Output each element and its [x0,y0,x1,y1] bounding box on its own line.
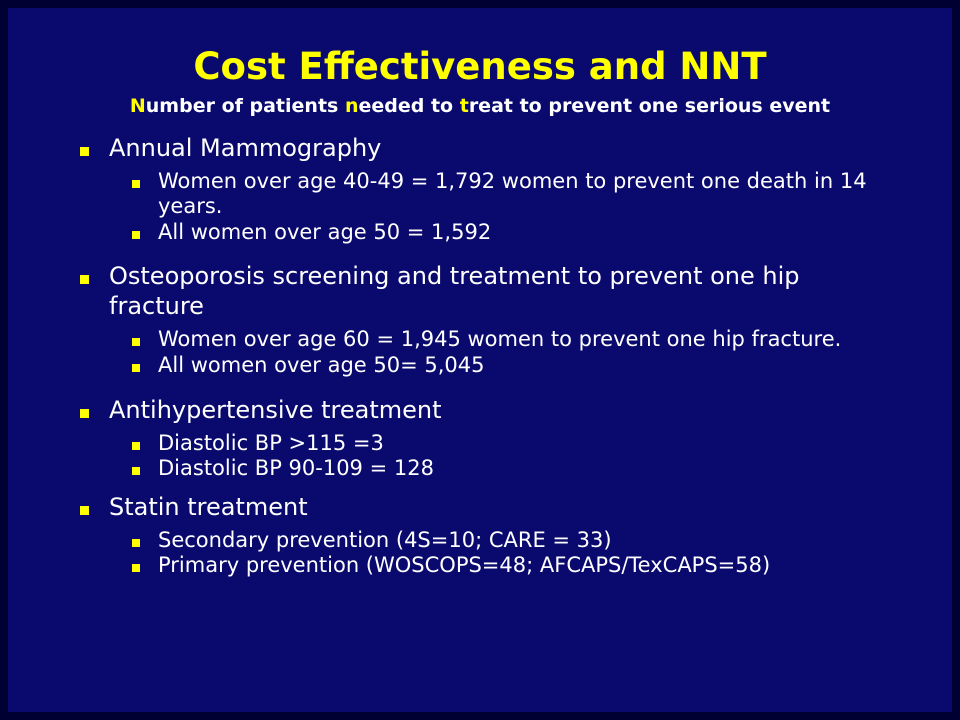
square-bullet-icon [80,275,89,284]
subtitle-text-3: reat to prevent one serious event [468,94,831,117]
subtitle-highlight-t: t [459,94,469,117]
subtitle-highlight-n2: n [344,94,359,117]
list-item [80,133,952,163]
sub-item-text: Women over age 60 = 1,945 women to prevent one hip fracture. [158,327,842,352]
square-bullet-icon [80,409,89,418]
sub-item-text: Primary prevention (WOSCOPS=48; AFCAPS/TexCAPS=58) [158,553,771,578]
list-item [132,528,952,554]
subtitle-text-2: eeded to [358,94,460,117]
square-bullet-icon [80,147,89,156]
section-heading: Statin treatment [109,492,308,521]
square-bullet-icon [132,442,140,450]
square-bullet-icon [132,564,140,572]
content-group-osteoporosis [8,261,952,378]
square-bullet-icon [132,231,140,239]
slide-body [8,133,952,579]
list-item [132,327,952,353]
sub-item-text: Diastolic BP >115 =3 [158,430,384,455]
section-heading: Antihypertensive treatment [109,395,442,424]
list-item [80,261,952,321]
slide-subtitle [60,95,900,119]
square-bullet-icon [132,539,140,547]
subtitle-highlight-n: N [129,94,146,117]
content-group-mammography [8,133,952,246]
list-item [132,169,952,220]
sub-item-text: Women over age 40-49 = 1,792 women to prevent one death in 14 years. [158,168,867,219]
section-heading: Annual Mammography [109,133,382,162]
list-item [80,395,952,425]
list-item [132,553,952,579]
sub-item-text: All women over age 50 = 1,592 [158,219,492,244]
list-item [132,220,952,246]
section-heading: Osteoporosis screening and treatment to prevent one hip fracture [109,262,800,321]
list-item [132,353,952,379]
slide-title: Cost Effectiveness and NNT [193,45,767,88]
subtitle-text-1: umber of patients [145,94,345,117]
sub-item-text: All women over age 50= 5,045 [158,353,485,378]
list-item [80,492,952,522]
list-item [132,431,952,457]
square-bullet-icon [132,180,140,188]
content-group-antihypertensive [8,395,952,482]
square-bullet-icon [132,364,140,372]
list-item [132,456,952,482]
square-bullet-icon [80,506,89,515]
square-bullet-icon [132,467,140,475]
square-bullet-icon [132,338,140,346]
sub-item-text: Diastolic BP 90-109 = 128 [158,456,434,481]
content-group-statin [8,492,952,579]
sub-item-text: Secondary prevention (4S=10; CARE = 33) [158,527,612,552]
